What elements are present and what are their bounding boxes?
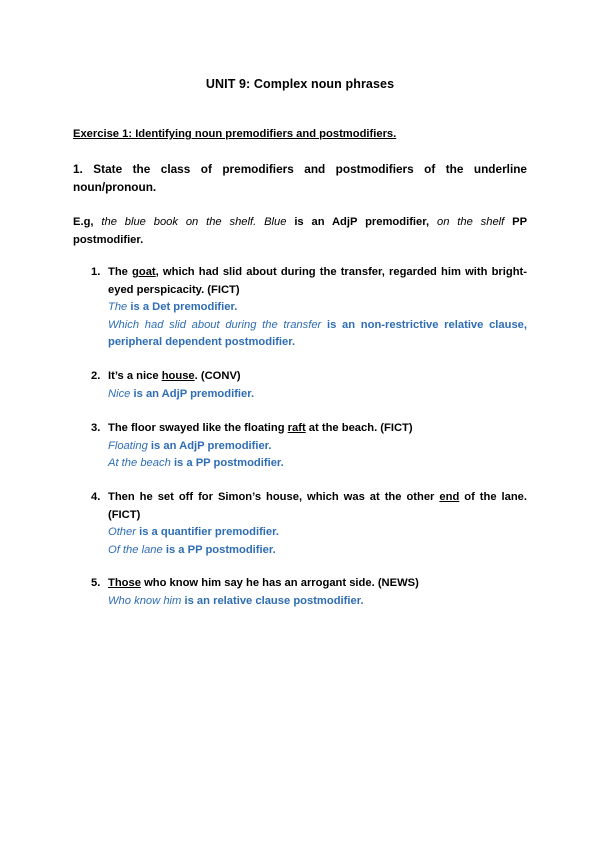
answer-line: Other is a quantifier premodifier.: [108, 526, 279, 538]
item-number: 2.: [91, 370, 101, 382]
exercise-heading: Exercise 1: Identifying noun premodifiers and postmodifiers.: [73, 128, 397, 140]
item-number: 4.: [91, 491, 101, 503]
example-prefix: E.g,: [73, 216, 94, 228]
answer-line: Which had slid about during the transfer is an non-restrictive relative clause, peripheral dependent postmodifier.: [108, 318, 528, 348]
item-sentence: The goat, which had slid about during the transfer, regarded him with bright-eyed perspicacity. (FICT): [108, 266, 527, 296]
exercise-item-2: [91, 368, 527, 403]
answer-line: The is a Det premodifier.: [108, 301, 238, 313]
answer-line: Nice is an AdjP premodifier.: [108, 387, 255, 400]
exercise-item-4: [91, 489, 527, 559]
head-noun: end: [439, 491, 460, 503]
example: [73, 213, 527, 249]
exercise-item-5: [91, 575, 527, 610]
item-sentence: The floor swayed like the floating raft at the beach. (FICT): [108, 422, 413, 434]
item-number: 5.: [91, 577, 101, 589]
head-noun: house: [161, 370, 195, 382]
answer-line: At the beach is a PP postmodifier.: [108, 457, 284, 469]
head-noun: Those: [108, 577, 141, 589]
example-post: on the shelf: [436, 216, 505, 228]
answer-line: Of the lane is a PP postmodifier.: [108, 543, 276, 556]
exercise-item-1: [91, 264, 527, 352]
example-post-desc: PP postmodifier.: [73, 216, 528, 246]
example-pre-desc: is an AdjP premodifier,: [294, 216, 430, 228]
answer-line: Floating is an AdjP premodifier.: [108, 439, 272, 452]
item-sentence: Then he set off for Simon’s house, which was at the other end of the lane. (FICT): [108, 491, 528, 521]
item-number: 1.: [91, 266, 101, 278]
instruction: 1. State the class of premodifiers and postmodifiers of the underline noun/pronoun.: [73, 162, 527, 194]
item-sentence: It’s a nice house. (CONV): [108, 370, 241, 382]
example-phrase: the blue book on the shelf.: [101, 216, 257, 228]
head-noun: goat: [132, 266, 156, 278]
item-sentence: Those who know him say he has an arrogant side. (NEWS): [108, 577, 419, 589]
exercise-item-3: [91, 420, 527, 473]
page-title: UNIT 9: Complex noun phrases: [205, 77, 395, 91]
answer-line: Who know him is an relative clause postmodifier.: [108, 594, 364, 607]
item-number: 3.: [91, 422, 101, 434]
example-pre: Blue: [264, 216, 287, 228]
head-noun: raft: [287, 422, 306, 434]
